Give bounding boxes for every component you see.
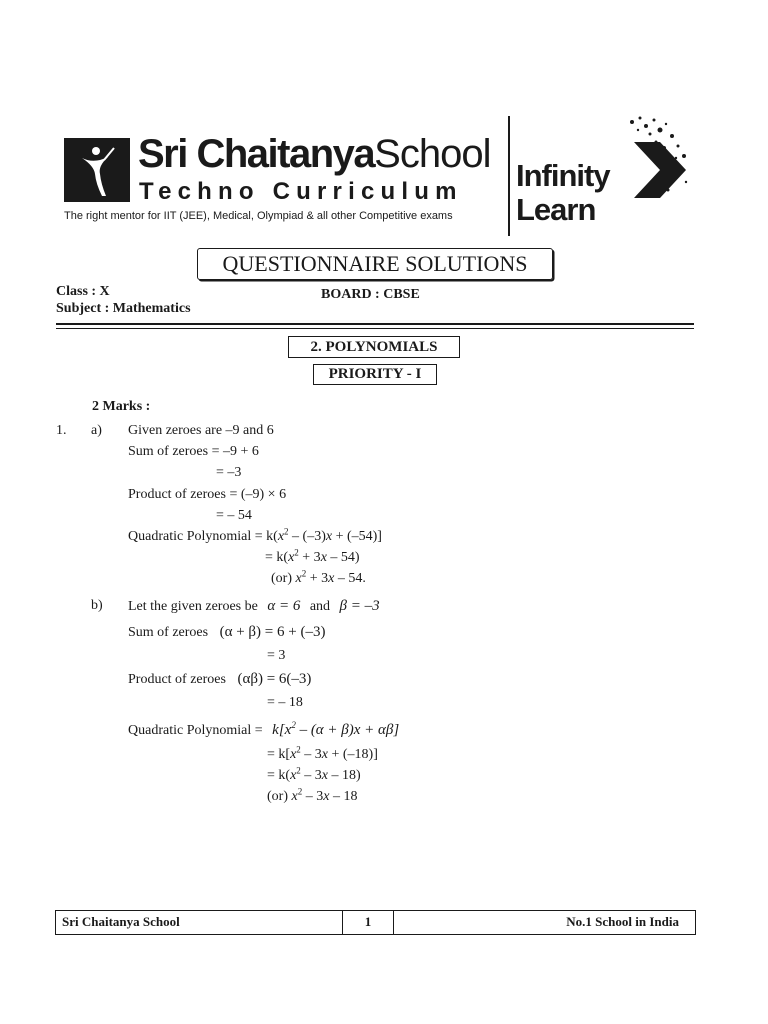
var-x: x <box>290 747 297 762</box>
part-a-step3 <box>271 568 366 587</box>
part-a-sum-result: = –3 <box>216 465 242 480</box>
part-a-quadratic <box>128 526 382 545</box>
part-a-step2-tail: – 54) <box>326 550 360 565</box>
part-a-quad-mid: – (–3) <box>288 529 326 544</box>
part-b-given <box>128 598 380 615</box>
part-a-product: Product of zeroes = (–9) × 6 <box>128 487 287 502</box>
header-rule-thin <box>56 328 694 329</box>
var-x: x <box>288 550 295 565</box>
part-a-step3-mid: + 3 <box>306 571 329 586</box>
exp-2: 2 <box>296 744 301 755</box>
question-number: 1. <box>56 423 67 438</box>
brand-title-thin: School <box>374 132 491 176</box>
header-rule-thick <box>56 323 694 325</box>
part-b-step3-tail: – 18 <box>329 789 358 804</box>
part-b-given-prefix: Let the given zeroes be <box>128 599 258 614</box>
infinity-learn-logo <box>514 112 694 232</box>
exp-2: 2 <box>291 720 296 730</box>
part-b-sum-result: = 3 <box>267 648 286 663</box>
var-x: x <box>277 529 285 544</box>
part-b-step2-tail: – 18) <box>328 768 361 783</box>
footer-school-name: Sri Chaitanya School <box>62 914 180 929</box>
part-a-step2 <box>265 547 360 566</box>
beta-equation: β = –3 <box>339 598 380 614</box>
part-b-step2 <box>267 765 361 784</box>
brand-divider <box>508 116 510 236</box>
exp-2: 2 <box>294 547 299 558</box>
part-a-step3-prefix: (or) <box>271 571 296 586</box>
exp-2: 2 <box>284 526 289 537</box>
part-b-product-expression: (αβ) = 6(–3) <box>237 671 312 687</box>
part-b-quad-expr-b: – (α + β)x + αβ] <box>295 722 400 738</box>
var-x: x <box>295 571 302 586</box>
part-b-quad-expression <box>272 722 399 738</box>
brand-title <box>138 132 490 177</box>
part-b-step3-mid: – 3 <box>302 789 324 804</box>
part-b-step1 <box>267 744 378 763</box>
part-b-product-result: = – 18 <box>267 695 303 710</box>
brand-subtitle: Techno Curriculum <box>139 178 463 205</box>
part-b-step2-prefix: = k( <box>267 768 291 783</box>
part-b-step3-prefix: (or) <box>267 789 292 804</box>
part-b-product-label: Product of zeroes <box>128 672 226 687</box>
part-a-step2-mid: + 3 <box>298 550 321 565</box>
brand-tagline: The right mentor for IIT (JEE), Medical, Olympiad & all other Competitive exams <box>64 210 453 222</box>
torch-figure-icon <box>64 138 130 202</box>
part-b-step1-mid: – 3 <box>300 747 322 762</box>
page-footer <box>55 910 696 935</box>
part-b-sum-expression: (α + β) = 6 + (–3) <box>219 624 326 640</box>
part-a-label: a) <box>91 423 102 438</box>
part-b-step1-prefix: = k[ <box>267 747 291 762</box>
part-b-quadratic <box>128 722 399 739</box>
part-b-quad-expr-a: k[x <box>272 722 292 738</box>
footer-divider <box>393 911 394 934</box>
part-b-step1-tail: + (–18)] <box>328 747 378 762</box>
var-x: x <box>321 768 328 783</box>
part-b-step3 <box>267 786 358 805</box>
var-x: x <box>320 550 327 565</box>
and-word: and <box>309 599 331 614</box>
exp-2: 2 <box>297 786 303 797</box>
var-x: x <box>323 789 330 804</box>
part-a-quad-end: + (–54)] <box>332 529 382 544</box>
questionnaire-title: QUESTIONNAIRE SOLUTIONS <box>197 248 553 280</box>
priority-label: PRIORITY - I <box>313 364 437 385</box>
part-a-step3-tail: – 54. <box>334 571 366 586</box>
part-b-label: b) <box>91 598 103 613</box>
part-b-product <box>128 671 311 688</box>
exp-2: 2 <box>301 568 307 579</box>
part-a-quad-prefix: Quadratic Polynomial = k( <box>128 529 278 544</box>
board-label: BOARD : CBSE <box>321 287 420 302</box>
learn-word: Learn <box>516 192 596 227</box>
part-a-step2-prefix: = k( <box>265 550 289 565</box>
var-x: x <box>328 571 335 586</box>
part-b-quad-label: Quadratic Polynomial = <box>128 723 263 738</box>
class-label: Class : X <box>56 284 110 299</box>
part-a-product-result: = – 54 <box>216 508 252 523</box>
var-x: x <box>325 529 333 544</box>
sri-chaitanya-logo-mark <box>64 138 130 202</box>
part-b-step2-mid: – 3 <box>300 768 322 783</box>
var-x: x <box>321 747 328 762</box>
footer-slogan: No.1 School in India <box>566 914 679 929</box>
subject-label: Subject : Mathematics <box>56 301 191 316</box>
part-b-sum <box>128 624 325 641</box>
brand-title-bold: Sri Chaitanya <box>138 132 375 176</box>
footer-page-number: 1 <box>364 914 372 929</box>
part-b-sum-label: Sum of zeroes <box>128 625 209 640</box>
exp-2: 2 <box>296 765 301 776</box>
var-x: x <box>290 768 297 783</box>
alpha-equation: α = 6 <box>267 598 301 614</box>
var-x: x <box>291 789 298 804</box>
infinity-word: Infinity <box>516 158 610 193</box>
part-a-sum: Sum of zeroes = –9 + 6 <box>128 444 259 459</box>
marks-heading: 2 Marks : <box>92 399 151 414</box>
chapter-title: 2. POLYNOMIALS <box>288 336 460 358</box>
part-a-given: Given zeroes are –9 and 6 <box>128 423 274 438</box>
